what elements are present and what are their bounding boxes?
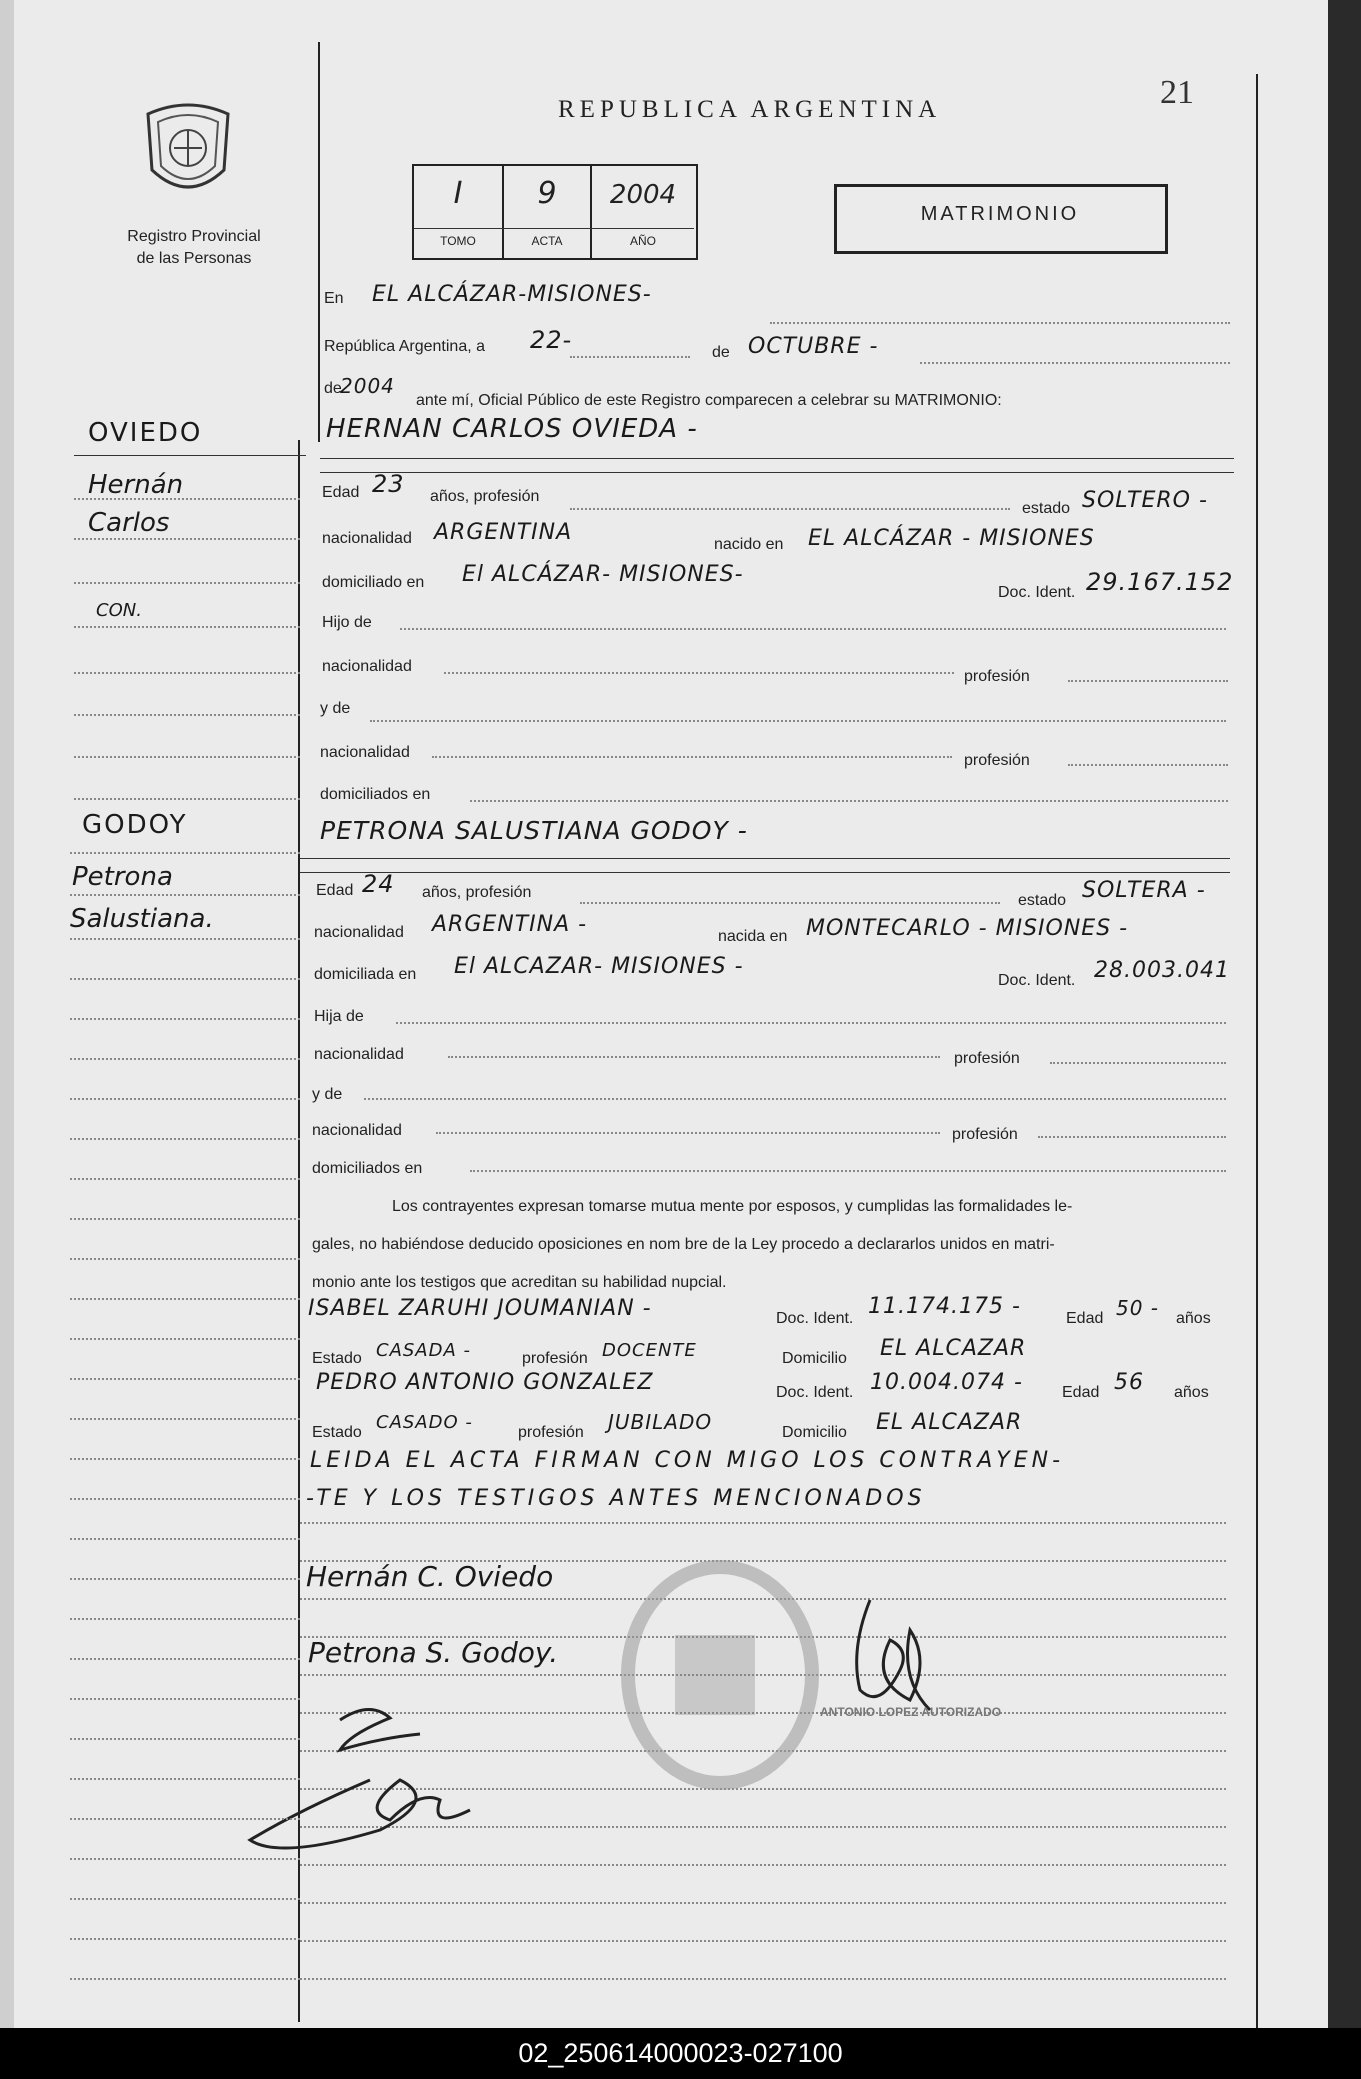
margin-line	[70, 1258, 300, 1260]
margin-line	[70, 1818, 300, 1820]
year-value: 2004	[340, 374, 395, 398]
doc-type: MATRIMONIO	[920, 203, 1080, 225]
groom-estado: SOLTERO -	[1082, 488, 1208, 513]
margin-line	[70, 1578, 300, 1580]
groom-prof1-line	[1068, 680, 1228, 682]
bride-nac2-line	[436, 1132, 940, 1134]
groom-name-rule	[320, 458, 1234, 459]
witness1-doc-label: Doc. Ident.	[776, 1310, 854, 1327]
bride-nac1-line	[448, 1056, 940, 1058]
groom-nac2-label: nacionalidad	[320, 744, 410, 761]
margin-line	[70, 1698, 300, 1700]
bride-estado-label: estado	[1018, 892, 1067, 909]
margin-given-2b: Salustiana.	[70, 904, 214, 934]
witness2-edad: 56	[1114, 1370, 1144, 1395]
closing-line-1: LEIDA EL ACTA FIRMAN CON MIGO LOS CONTRAYEN-	[310, 1448, 1065, 1473]
margin-line	[70, 852, 300, 854]
witness2-doc: 10.004.074 -	[870, 1370, 1023, 1395]
groom-prof2-label: profesión	[964, 752, 1030, 769]
bride-anos-profesion-label: años, profesión	[422, 884, 532, 901]
ref-label-rule	[414, 228, 694, 229]
margin-line	[74, 672, 300, 674]
place-line	[770, 322, 1230, 324]
tomo-value: I	[453, 176, 463, 211]
bride-yde-label: y de	[312, 1086, 343, 1103]
witness1-name: ISABEL ZARUHI JOUMANIAN -	[308, 1296, 652, 1321]
witness1-profesion-label: profesión	[522, 1350, 588, 1367]
day-value: 22-	[530, 326, 573, 354]
republica-label: República Argentina, a	[324, 338, 485, 355]
groom-nacionalidad-label: nacionalidad	[322, 530, 412, 547]
groom-doc: 29.167.152	[1086, 568, 1234, 596]
witness2-domicilio: EL ALCAZAR	[876, 1410, 1023, 1435]
groom-domicilio: El ALCÁZAR- MISIONES-	[462, 562, 744, 587]
bride-name-rule-2	[300, 872, 1230, 873]
margin-line	[70, 1338, 300, 1340]
groom-nacido-label: nacido en	[714, 536, 784, 553]
witness2-doc-label: Doc. Ident.	[776, 1384, 854, 1401]
groom-signature: Hernán C. Oviedo	[306, 1560, 554, 1593]
margin-line	[70, 1218, 300, 1220]
witness1-estado-label: Estado	[312, 1350, 362, 1367]
bride-nac1-label: nacionalidad	[314, 1046, 404, 1063]
closing-line-2: -TE Y LOS TESTIGOS ANTES MENCIONADOS	[306, 1486, 926, 1511]
margin-surname-2: GODOY	[82, 810, 188, 840]
margin-line	[70, 978, 300, 980]
de2-label: de	[324, 380, 342, 397]
bride-name-rule	[300, 858, 1230, 859]
margin-line	[74, 714, 300, 716]
file-id-bar: 02_250614000023-027100	[0, 2028, 1361, 2079]
margin-line	[70, 1858, 300, 1860]
witness-signatures-icon	[240, 1690, 540, 1860]
groom-prof1-label: profesión	[964, 668, 1030, 685]
bride-prof1-label: profesión	[954, 1050, 1020, 1067]
stamp-text: ANTONIO LOPEZ AUTORIZADO	[820, 1705, 1002, 1719]
registry-label: Registro Provincial de las Personas	[127, 228, 261, 267]
groom-nacionalidad: ARGENTINA	[434, 520, 573, 545]
bride-edad: 24	[362, 870, 395, 898]
witness2-edad-label: Edad	[1062, 1384, 1100, 1401]
bride-edad-label: Edad	[316, 882, 354, 899]
declaration-line-1: Los contrayentes expresan tomarse mutua mente por esposos, y cumplidas las formalidades le-	[392, 1198, 1073, 1215]
witness1-anos-label: años	[1176, 1310, 1211, 1327]
margin-line	[70, 1538, 300, 1540]
witness2-profesion-label: profesión	[518, 1424, 584, 1441]
groom-full-name: HERNAN CARLOS OVIEDA -	[326, 414, 698, 444]
margin-con: CON.	[96, 600, 142, 621]
margin-line	[74, 626, 300, 628]
witness2-anos-label: años	[1174, 1384, 1209, 1401]
groom-edad-label: Edad	[322, 484, 360, 501]
ruled-line	[300, 1940, 1226, 1942]
provincial-seal-icon	[140, 100, 236, 204]
scan-edge	[1328, 0, 1361, 2028]
bride-hija-line	[396, 1022, 1226, 1024]
margin-line	[74, 798, 300, 800]
bride-signature: Petrona S. Godoy.	[308, 1636, 559, 1669]
acta-value: 9	[537, 176, 557, 211]
margin-line	[70, 1138, 300, 1140]
groom-prof2-line	[1068, 764, 1228, 766]
ano-value: 2004	[609, 180, 677, 210]
official-stamp-icon	[620, 1560, 820, 1790]
bride-domicilio-label: domiciliada en	[314, 966, 417, 983]
margin-line	[74, 756, 300, 758]
margin-line	[70, 1738, 300, 1740]
right-border	[1256, 74, 1258, 2034]
ano-label: AÑO	[629, 234, 656, 248]
groom-hijo-label: Hijo de	[322, 614, 372, 631]
bride-full-name: PETRONA SALUSTIANA GODOY -	[320, 816, 748, 845]
month-line	[920, 362, 1230, 364]
margin-line	[70, 1298, 300, 1300]
groom-anos-profesion-label: años, profesión	[430, 488, 540, 505]
bride-hija-label: Hija de	[314, 1008, 364, 1025]
groom-estado-label: estado	[1022, 500, 1071, 517]
margin-line	[74, 582, 300, 584]
bride-nacionalidad-label: nacionalidad	[314, 924, 404, 941]
margin-line	[74, 538, 300, 540]
bride-doc-label: Doc. Ident.	[998, 972, 1076, 989]
bride-yde-line	[364, 1098, 1226, 1100]
margin-line	[70, 1618, 300, 1620]
witness2-estado-label: Estado	[312, 1424, 362, 1441]
en-label: En	[324, 290, 344, 307]
groom-domiciliados-label: domiciliados en	[320, 786, 431, 803]
ruled-line	[300, 1978, 1226, 1980]
de-label: de	[712, 344, 730, 361]
groom-nacido-en: EL ALCÁZAR - MISIONES	[808, 526, 1095, 551]
page-number: 21	[1160, 74, 1194, 111]
margin-line	[70, 894, 300, 896]
margin-line	[70, 1458, 300, 1460]
witness1-edad: 50 -	[1116, 1296, 1160, 1320]
margin-given-1a: Hernán	[88, 470, 184, 500]
declaration-line-2: gales, no habiéndose deducido oposiciones en nom bre de la Ley procedo a declararlos unidos en matri-	[312, 1236, 1055, 1253]
margin-line	[70, 1938, 300, 1940]
margin-line	[70, 1178, 300, 1180]
margin-line	[70, 1098, 300, 1100]
witness2-profesion: JUBILADO	[608, 1410, 713, 1434]
margin-line	[70, 1658, 300, 1660]
margin-given-2a: Petrona	[72, 862, 173, 892]
bride-doc: 28.003.041	[1094, 958, 1230, 983]
margin-line	[70, 1018, 300, 1020]
margin-line	[70, 1978, 300, 1980]
bride-prof1-line	[1050, 1062, 1226, 1064]
margin-given-1b: Carlos	[88, 508, 170, 538]
groom-doc-label: Doc. Ident.	[998, 584, 1076, 601]
groom-yde-label: y de	[320, 700, 351, 717]
groom-nac1-label: nacionalidad	[322, 658, 412, 675]
witness2-domicilio-label: Domicilio	[782, 1424, 847, 1441]
declaration-line-3: monio ante los testigos que acreditan su habilidad nupcial.	[312, 1274, 727, 1291]
day-line	[570, 356, 690, 358]
margin-line	[70, 1418, 300, 1420]
bride-nacida-label: nacida en	[718, 928, 788, 945]
ante-text: ante mí, Oficial Público de este Registro comparecen a celebrar su MATRIMONIO:	[416, 392, 1002, 409]
groom-nac2-line	[432, 756, 952, 758]
witness1-profesion: DOCENTE	[602, 1340, 697, 1361]
margin-top-rule	[74, 455, 306, 456]
groom-yde-line	[370, 720, 1226, 722]
groom-domiciliados-line	[470, 800, 1228, 802]
binding-edge	[0, 0, 14, 2028]
bride-domiciliados-label: domiciliados en	[312, 1160, 423, 1177]
ruled-line	[300, 1902, 1226, 1904]
witness1-domicilio: EL ALCAZAR	[880, 1336, 1027, 1361]
bride-nac2-label: nacionalidad	[312, 1122, 402, 1139]
bride-nacionalidad: ARGENTINA -	[432, 912, 588, 937]
margin-line	[70, 1058, 300, 1060]
groom-nac1-line	[444, 672, 954, 674]
margin-line	[70, 1778, 300, 1780]
witness1-estado: CASADA -	[376, 1340, 472, 1361]
margin-line	[70, 1898, 300, 1900]
groom-domicilio-label: domiciliado en	[322, 574, 425, 591]
margin-line	[70, 1378, 300, 1380]
country-title: REPUBLICA ARGENTINA	[558, 96, 942, 123]
groom-name-rule-2	[320, 472, 1234, 473]
witness1-domicilio-label: Domicilio	[782, 1350, 847, 1367]
margin-divider-top	[318, 42, 320, 442]
bride-profesion-line	[580, 902, 1000, 904]
bride-prof2-line	[1038, 1136, 1226, 1138]
groom-hijo-line	[400, 628, 1226, 630]
tomo-label: TOMO	[440, 234, 476, 248]
place-value: EL ALCÁZAR-MISIONES-	[372, 282, 652, 307]
ruled-line	[300, 1522, 1226, 1524]
witness2-estado: CASADO -	[376, 1412, 473, 1433]
bride-estado: SOLTERA -	[1082, 878, 1206, 903]
month-value: OCTUBRE -	[748, 334, 879, 359]
bride-domiciliados-line	[470, 1170, 1226, 1172]
groom-edad: 23	[372, 470, 405, 498]
margin-line	[70, 1498, 300, 1500]
witness1-edad-label: Edad	[1066, 1310, 1104, 1327]
margin-line	[70, 938, 300, 940]
ruled-line	[300, 1864, 1226, 1866]
acta-label: ACTA	[531, 234, 563, 248]
margin-surname-1: OVIEDO	[88, 418, 203, 448]
bride-nacida-en: MONTECARLO - MISIONES -	[806, 916, 1129, 941]
bride-domicilio: El ALCAZAR- MISIONES -	[454, 954, 744, 979]
groom-profesion-line	[570, 508, 1010, 510]
witness2-name: PEDRO ANTONIO GONZALEZ	[316, 1370, 654, 1395]
bride-prof2-label: profesión	[952, 1126, 1018, 1143]
witness1-doc: 11.174.175 -	[868, 1294, 1021, 1319]
